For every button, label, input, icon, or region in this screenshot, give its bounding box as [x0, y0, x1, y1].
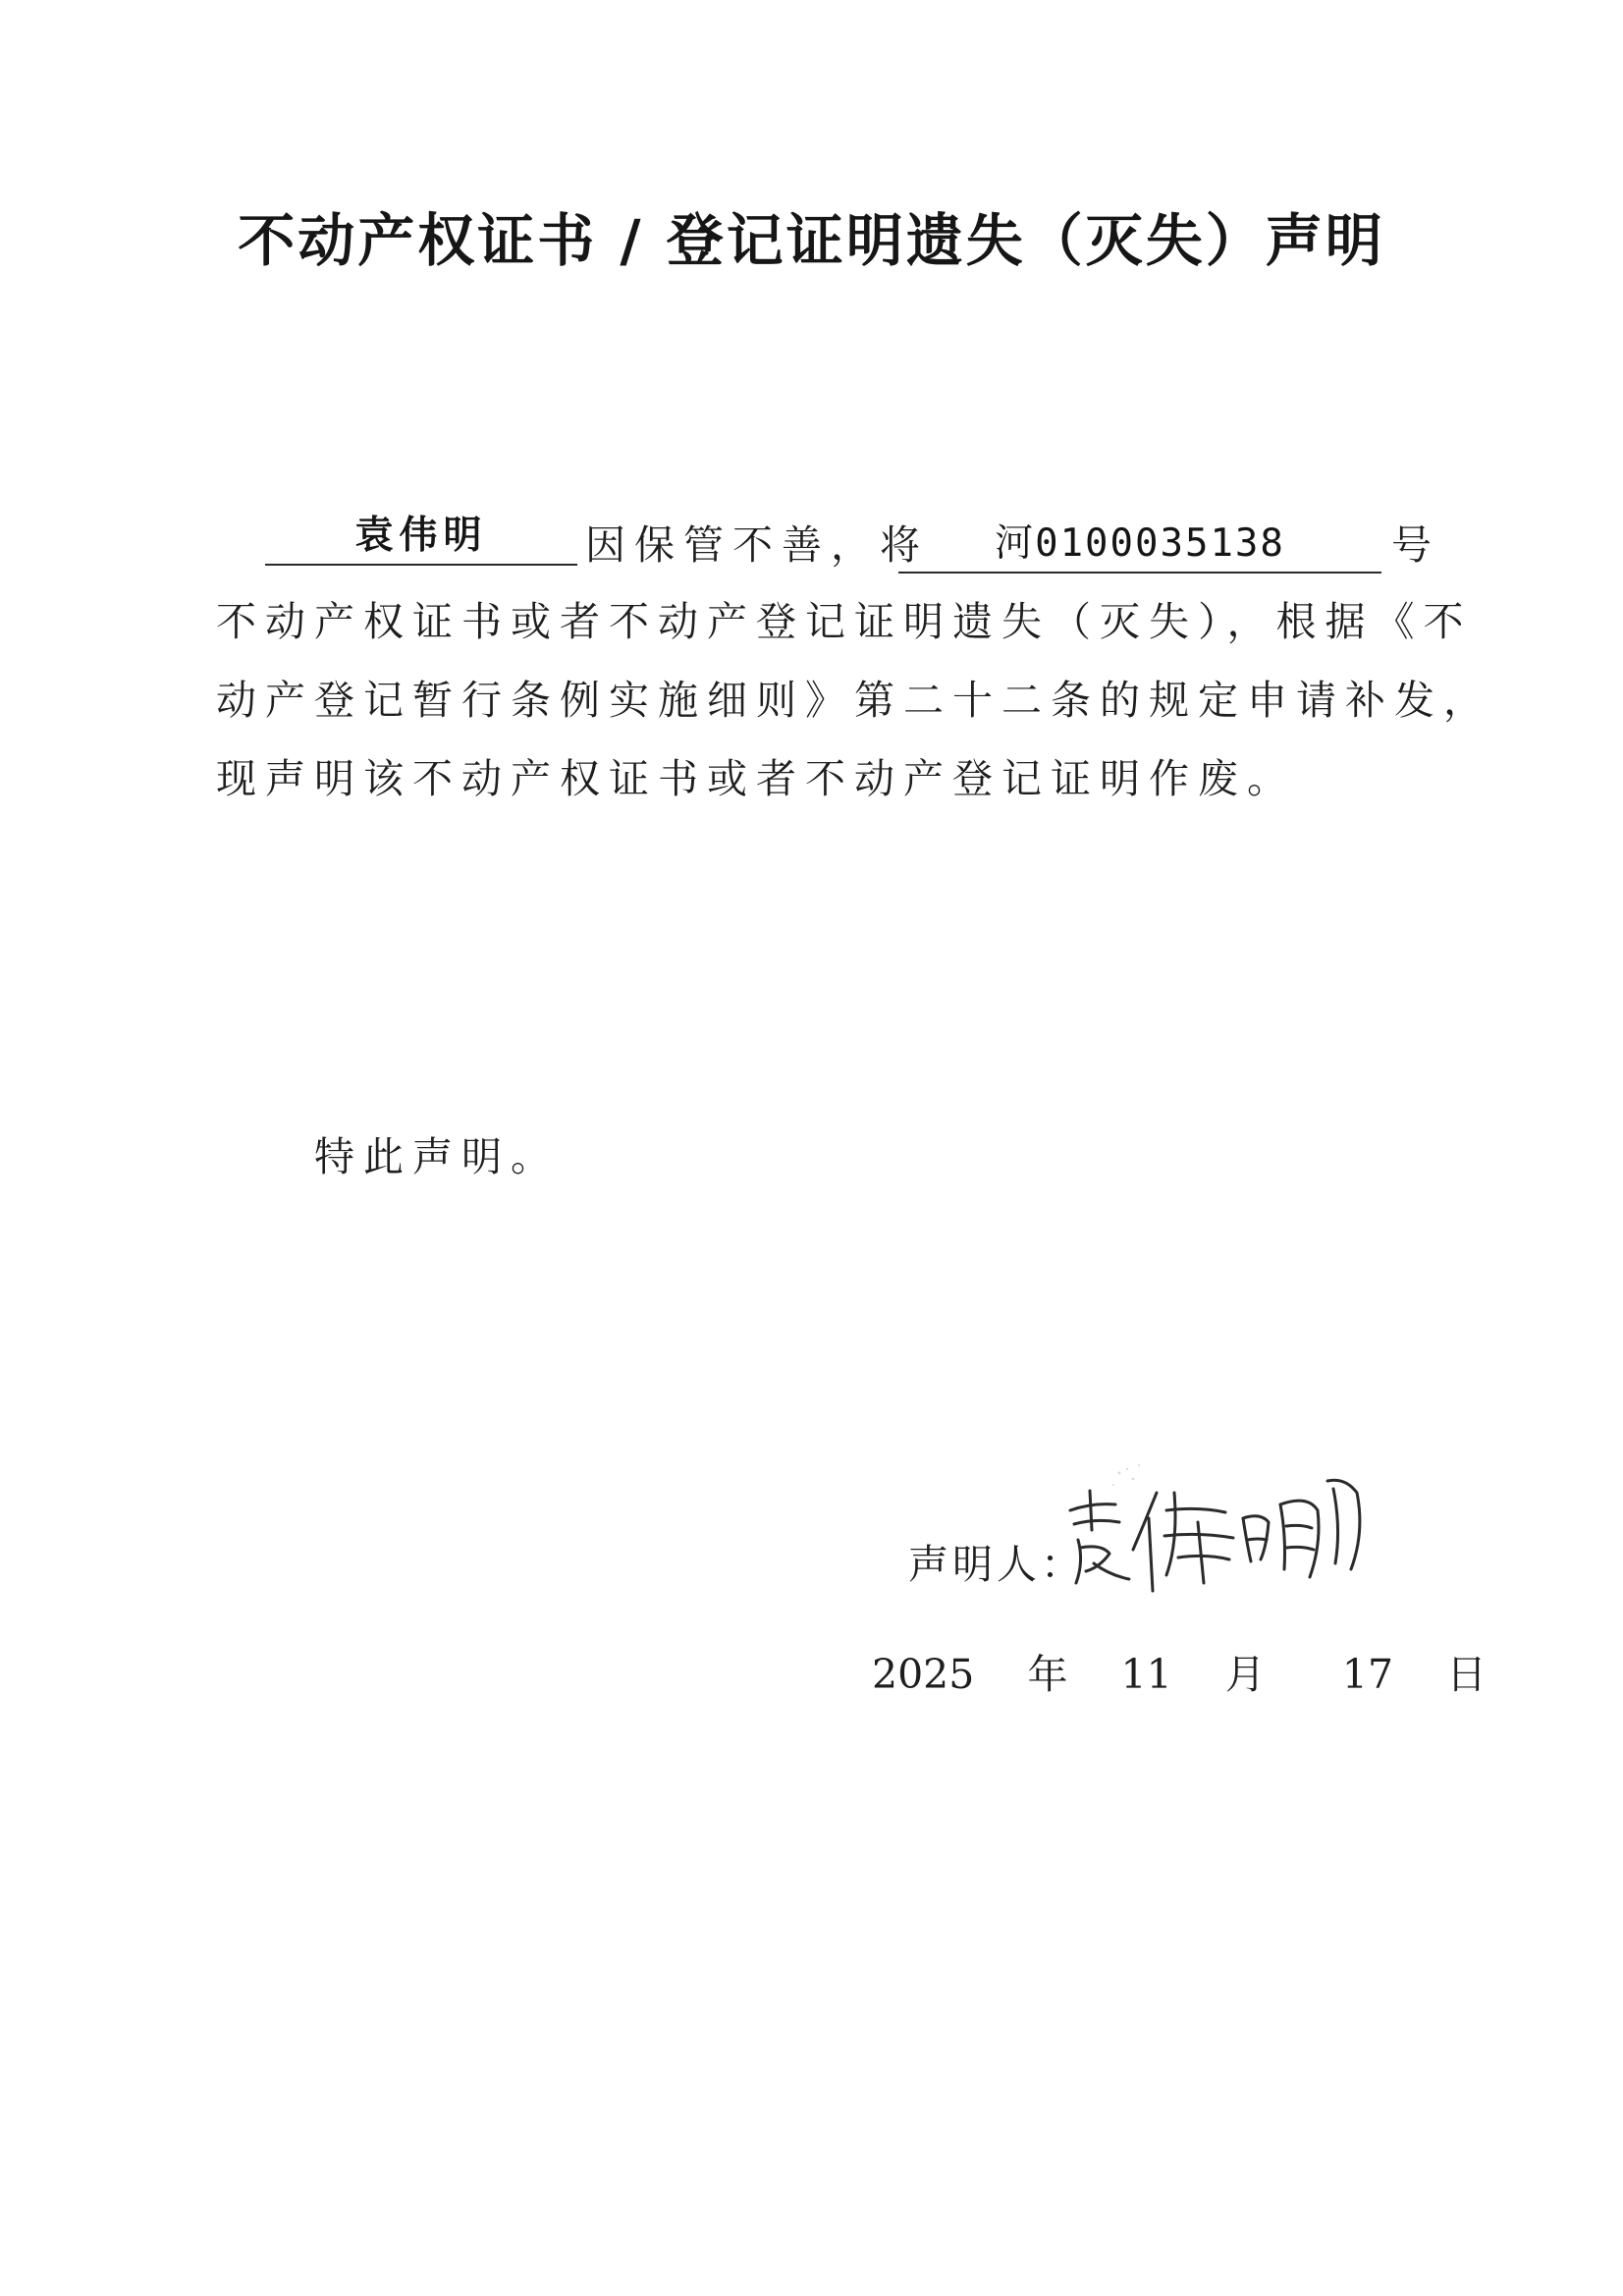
document-title: 不动产权证书 / 登记证明遗失（灭失）声明 [238, 207, 1385, 274]
date-day: 17 [1341, 1651, 1394, 1698]
declarant-name-blank: 袁伟明 [265, 513, 577, 566]
handwritten-signature [1051, 1453, 1384, 1601]
body-line-3: 现声明该不动产权证书或者不动产登记证明作废。 [216, 755, 1296, 802]
declaration-date [872, 1642, 1487, 1700]
date-day-unit: 日 [1446, 1651, 1488, 1698]
date-year-unit: 年 [1027, 1651, 1068, 1698]
closing-statement: 特此声明。 [314, 1133, 560, 1180]
signer-label: 声明人： [908, 1541, 1085, 1588]
certificate-number-blank: 河0100035138 [898, 520, 1381, 574]
body-line-2: 动产登记暂行条例实施细则》第二十二条的规定申请补发， [216, 677, 1492, 724]
date-month-unit: 月 [1224, 1651, 1266, 1698]
body-line-1: 不动产权证书或者不动产登记证明遗失（灭失），根据《不 [216, 598, 1473, 645]
text-after-name: 因保管不善，将 [585, 521, 929, 569]
date-year: 2025 [872, 1651, 975, 1698]
date-month: 11 [1120, 1651, 1172, 1698]
text-after-number: 号 [1391, 521, 1440, 569]
